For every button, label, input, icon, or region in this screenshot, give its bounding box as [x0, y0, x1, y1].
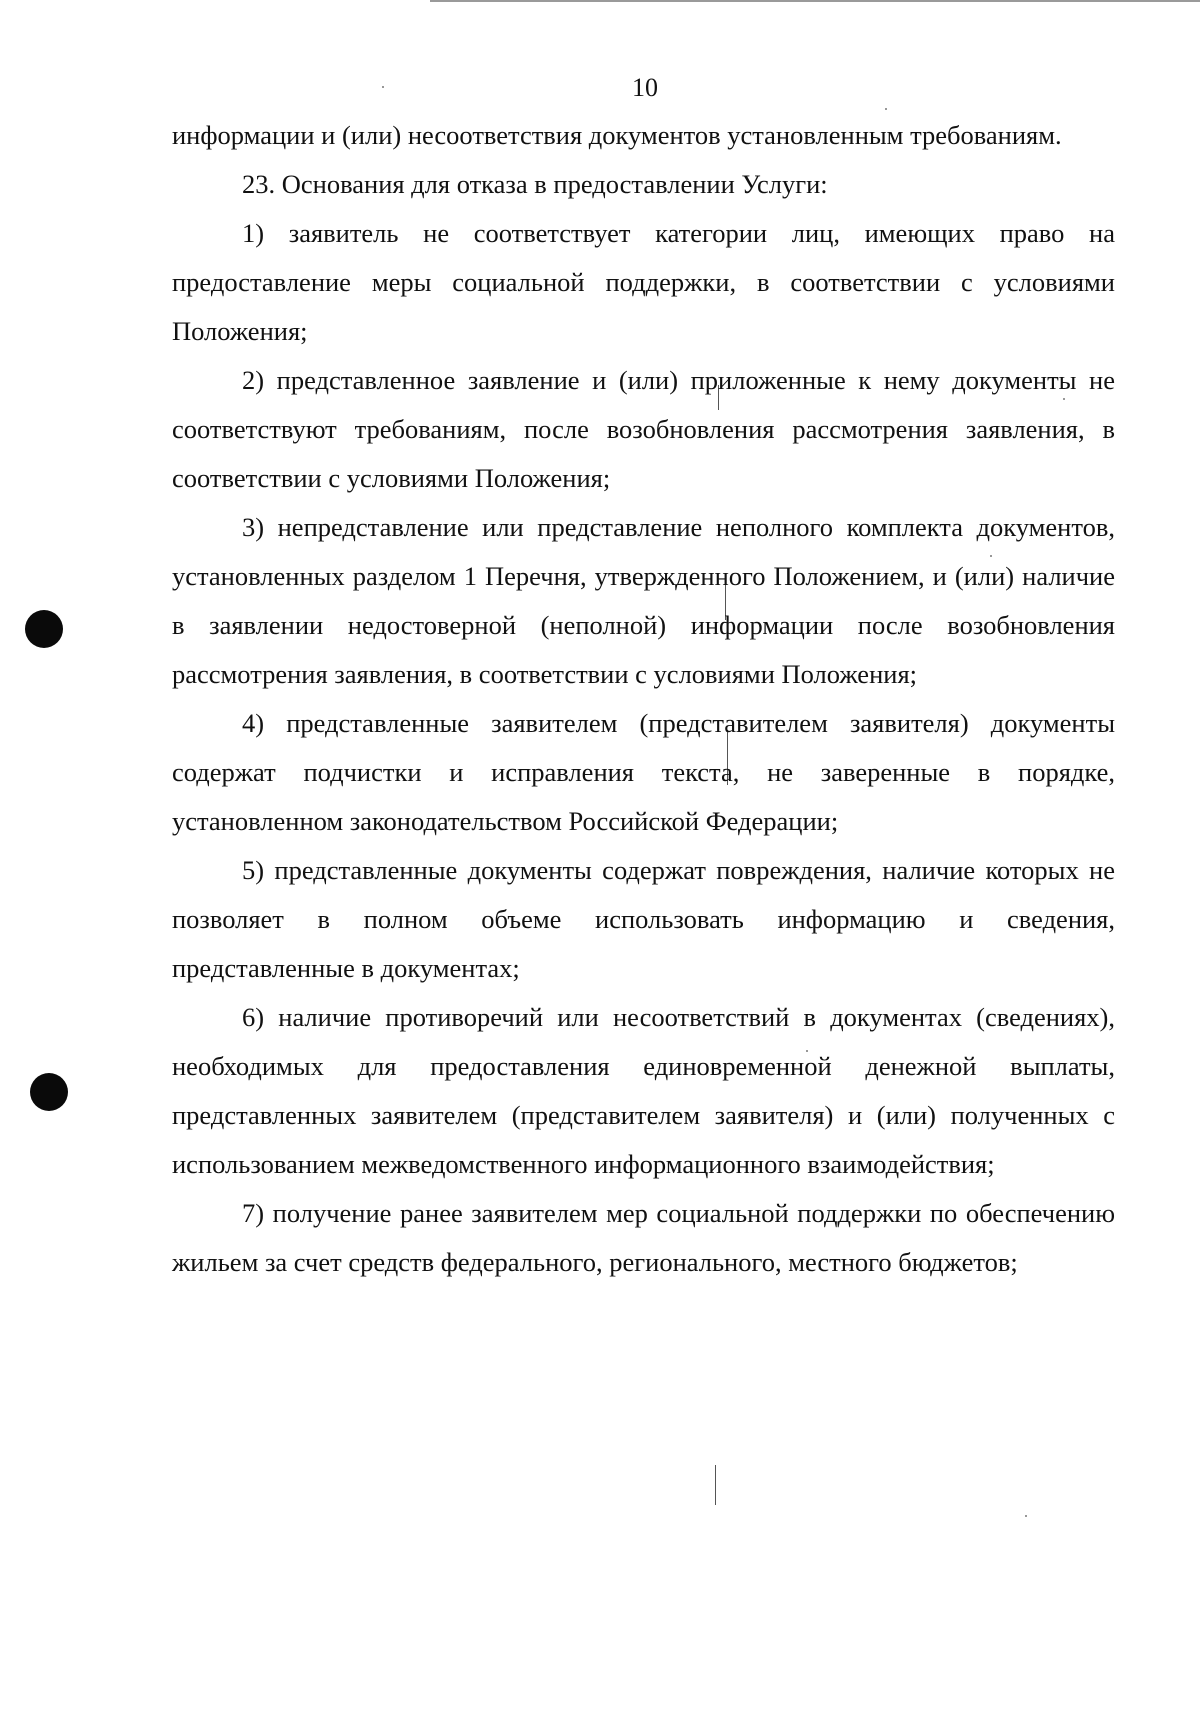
scan-speck: [382, 86, 384, 88]
list-item-6: 6) наличие противоречий или несоответствий в документах (сведениях), необходимых для предоставления единовременной денежной выплаты, представленных заявителем (представителем заявителя) и (или) полученных с использованием межведомственного информационного взаимодействия;: [172, 1002, 1115, 1179]
punch-hole: [25, 610, 63, 648]
paragraph-continuation: информации и (или) несоответствия документов установленным требованиям.: [172, 120, 1062, 150]
fold-mark: [715, 1465, 716, 1505]
list-item-2: 2) представленное заявление и (или) приложенные к нему документы не соответствуют требованиям, после возобновления рассмотрения заявления, в соответствии с условиями Положения;: [172, 365, 1115, 493]
section-heading-23: 23. Основания для отказа в предоставлении Услуги:: [242, 169, 828, 199]
list-item-5: 5) представленные документы содержат повреждения, наличие которых не позволяет в полном объеме использовать информацию и сведения, представленные в документах;: [172, 855, 1115, 983]
list-item-4: 4) представленные заявителем (представителем заявителя) документы содержат подчистки и исправления текста, не заверенные в порядке, установленном законодательством Российской Федерации;: [172, 708, 1115, 836]
scan-speck: [1025, 1515, 1027, 1517]
list-item-1: 1) заявитель не соответствует категории лиц, имеющих право на предоставление меры социальной поддержки, в соответствии с условиями Положения;: [172, 218, 1115, 346]
scan-speck: [885, 108, 887, 110]
document-body: [172, 111, 1115, 1287]
scan-edge-line: [430, 0, 1200, 2]
page-number: 10: [632, 73, 658, 102]
list-item-7: 7) получение ранее заявителем мер социальной поддержки по обеспечению жильем за счет средств федерального, регионального, местного бюджетов;: [172, 1198, 1115, 1277]
punch-hole: [30, 1073, 68, 1111]
list-item-3: 3) непредставление или представление неполного комплекта документов, установленных разделом 1 Перечня, утвержденного Положением, и (или) наличие в заявлении недостоверной (неполной) информации после возобновления рассмотрения заявления, в соответствии с условиями Положения;: [172, 512, 1115, 689]
